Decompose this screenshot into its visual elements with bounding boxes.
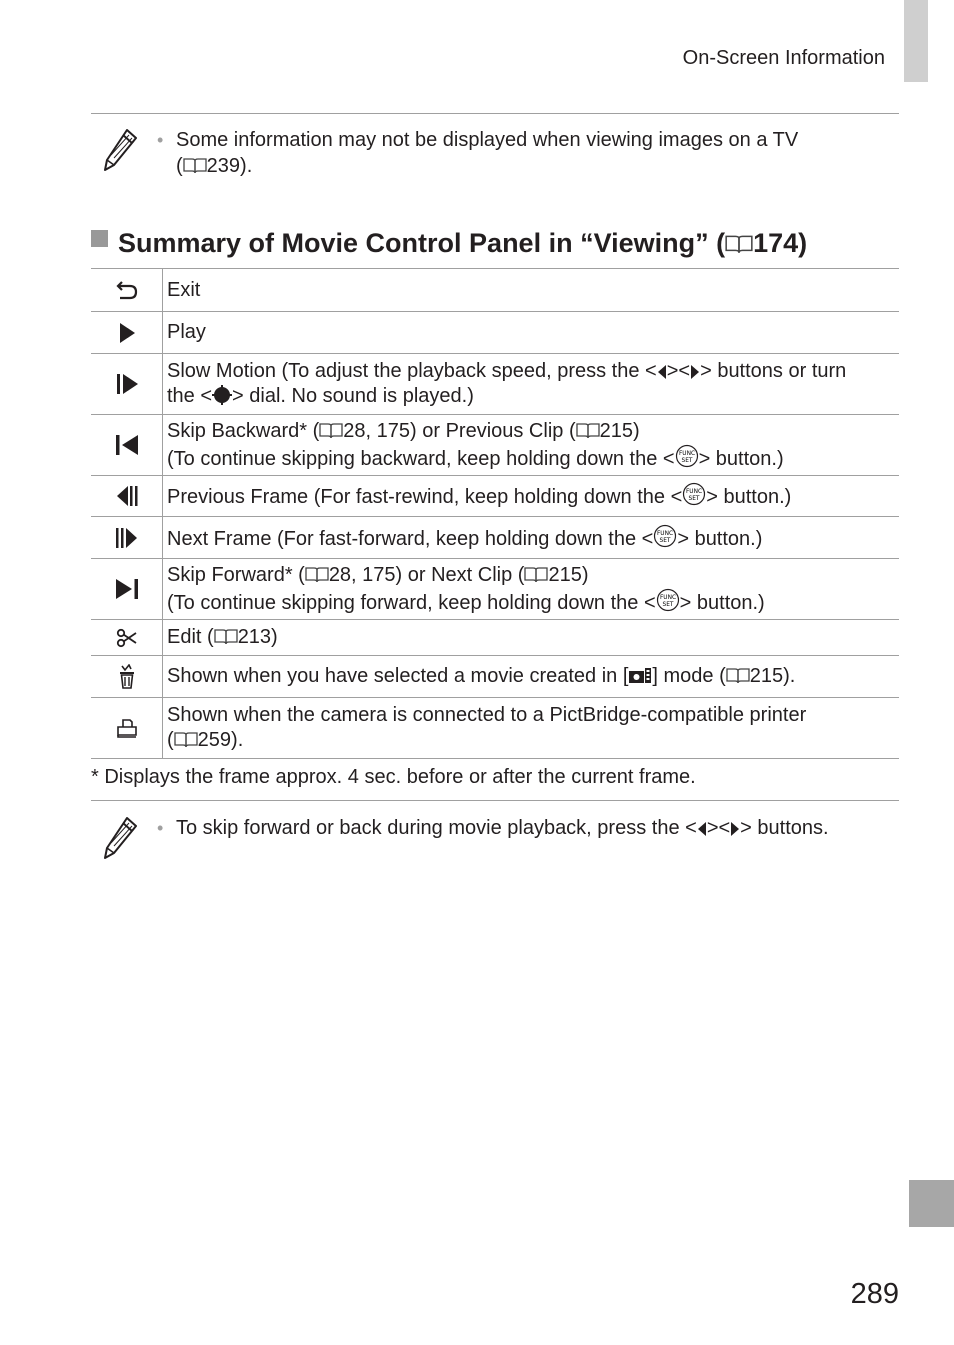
bullet: •: [157, 130, 164, 150]
book-icon: [726, 667, 750, 684]
scissors-icon: [116, 627, 138, 649]
table-row: [91, 620, 899, 656]
table-row: [91, 415, 899, 476]
book-icon: [319, 422, 343, 439]
running-header: On-Screen Information: [682, 47, 885, 69]
print-text: Shown when the camera is connected to a PictBridge-compatible printer ( 259).: [167, 704, 807, 751]
book-icon: [524, 566, 548, 583]
edit-text: Edit ( 213): [167, 626, 278, 648]
print-icon: [115, 717, 139, 739]
pencil-icon: [101, 127, 139, 173]
divider-top: [91, 113, 899, 114]
table-row: [91, 517, 899, 559]
set-label: SET: [688, 494, 700, 502]
book-icon: [214, 628, 238, 645]
exit-label: Exit: [167, 278, 201, 301]
table-row: [91, 656, 899, 698]
footnote: * Displays the frame approx. 4 sec. before or after the current frame.: [91, 766, 696, 788]
section-title: Summary of Movie Control Panel in “Viewing” ( 174): [118, 228, 808, 258]
slow-motion-icon: [114, 372, 140, 396]
movie-digest-mode-icon: [628, 667, 652, 685]
func-label: FUNC: [678, 448, 695, 457]
table-row: [91, 476, 899, 517]
page-tab-top: [904, 0, 928, 82]
right-arrow-icon: [730, 821, 740, 837]
note-top-text: Some information may not be displayed when viewing images on a TV ( 239).: [176, 129, 799, 177]
skip-forward-text: Skip Forward* ( 28, 175) or Next Clip ( 215) (To continue skipping forward, keep holding down the < FUNC SET > button.): [167, 563, 765, 614]
movie-control-table: [91, 268, 899, 759]
left-arrow-icon: [697, 821, 707, 837]
skip-forward-icon: [114, 577, 140, 601]
func-set-icon: [653, 524, 677, 548]
left-arrow-icon: [657, 364, 667, 380]
previous-frame-text: Previous Frame (For fast-rewind, keep holding down the < FUNC SET > button.): [163, 476, 899, 516]
section-square-icon: [91, 230, 108, 247]
trash-icon: [116, 664, 138, 690]
note-bottom-text: To skip forward or back during movie playback, press the < >< > buttons.: [176, 817, 829, 839]
table-row: [91, 312, 899, 354]
right-arrow-icon: [690, 364, 700, 380]
func-label: FUNC: [659, 592, 676, 601]
table-row: [91, 269, 899, 312]
table-row: [91, 354, 899, 415]
next-frame-icon: [114, 526, 140, 550]
movie-digest-text: Shown when you have selected a movie created in [ ] mode ( 215).: [167, 665, 796, 687]
func-set-icon: [675, 444, 699, 468]
play-label: Play: [167, 321, 206, 343]
divider-bottom: [91, 800, 899, 801]
play-icon: [117, 321, 137, 345]
chapter-tab: [909, 1180, 954, 1227]
func-label: FUNC: [657, 528, 674, 537]
book-icon: [725, 233, 753, 255]
note-top: [91, 127, 899, 187]
skip-backward-text: Skip Backward* ( 28, 175) or Previous Clip ( 215) (To continue skipping backward, keep holding down the < FUNC SET > button.): [167, 419, 784, 470]
page-number: 289: [850, 1278, 899, 1310]
book-icon: [174, 731, 198, 748]
set-label: SET: [681, 455, 693, 464]
note-bottom: [91, 815, 899, 865]
book-icon: [576, 422, 600, 439]
next-frame-text: Next Frame (For fast-forward, keep holding down the < FUNC SET > button.): [163, 517, 899, 558]
func-set-icon: [682, 482, 706, 506]
func-label: FUNC: [686, 487, 703, 495]
slow-motion-text: Slow Motion (To adjust the playback speed, press the < >< > buttons or turn the < > dial. No sound is played.): [167, 360, 847, 407]
table-row: [91, 559, 899, 620]
set-label: SET: [659, 535, 671, 544]
book-icon: [183, 157, 207, 174]
bullet: •: [157, 818, 164, 838]
pencil-icon: [101, 815, 139, 861]
skip-backward-icon: [114, 433, 140, 457]
previous-frame-icon: [114, 484, 140, 508]
book-icon: [305, 566, 329, 583]
control-dial-icon: [212, 385, 232, 405]
set-label: SET: [662, 599, 674, 608]
exit-icon: [115, 278, 139, 302]
func-set-icon: [656, 588, 680, 612]
table-row: [91, 698, 899, 759]
